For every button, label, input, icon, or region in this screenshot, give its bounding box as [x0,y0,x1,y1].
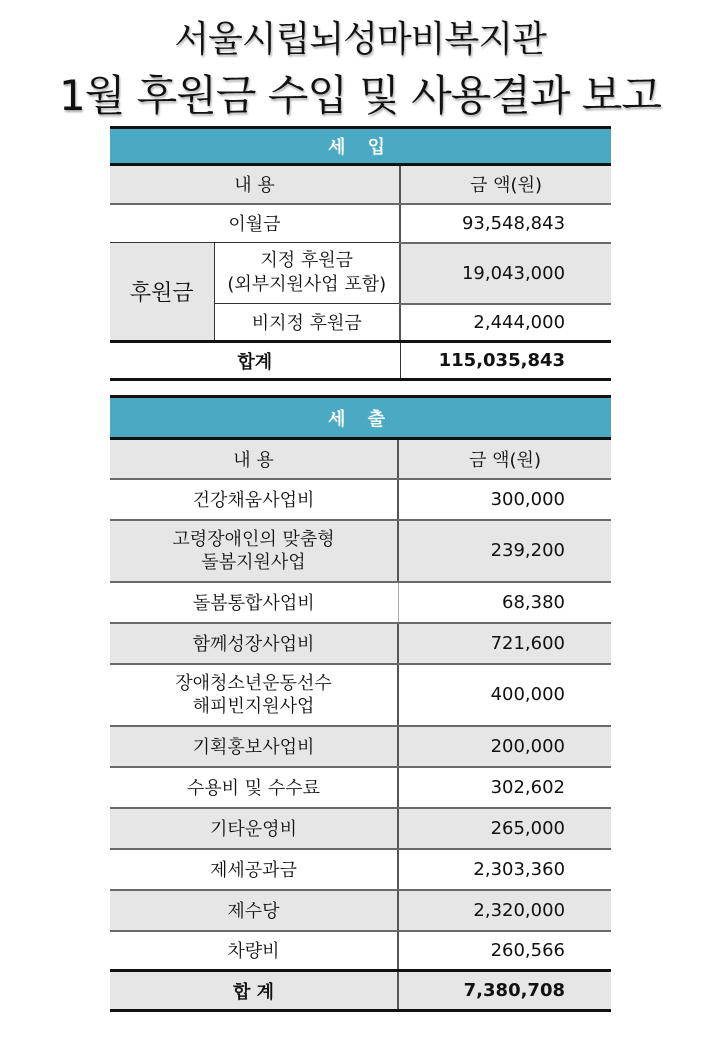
expense-row [110,808,611,849]
income-header-amount: 금 액(원) [400,165,611,204]
expense-amount: 200,000 [398,726,611,767]
expense-section-banner: 세 출 [110,397,611,439]
expense-row [110,726,611,767]
expense-total-amount: 7,380,708 [398,971,611,1011]
expense-label: 제세공과금 [110,849,398,890]
income-section-banner: 세 입 [110,128,611,165]
expense-total-row [110,971,611,1011]
income-total-row [110,342,611,380]
expense-header-amount: 금 액(원) [398,439,611,479]
non-designated-label: 비지정 후원금 [214,304,400,342]
expense-row [110,767,611,808]
expense-total-label: 합 계 [110,971,398,1011]
expense-label: 함께성장사업비 [110,623,398,664]
expense-label: 기타운영비 [110,808,398,849]
expense-label: 장애청소년운동선수 해피빈지원사업 [110,664,398,726]
expense-row [110,582,611,623]
report-title: 1월 후원금 수입 및 사용결과 보고 [59,71,661,120]
designated-label: 지정 후원금 (외부지원사업 포함) [214,243,400,304]
expense-amount: 400,000 [398,664,611,726]
expense-row [110,479,611,520]
expense-row [110,623,611,664]
expense-row [110,664,611,726]
income-table [110,126,611,381]
income-total-amount: 115,035,843 [400,342,611,380]
expense-amount: 239,200 [398,520,611,582]
designated-amount: 19,043,000 [400,243,611,304]
non-designated-amount: 2,444,000 [400,304,611,342]
carryover-amount: 93,548,843 [400,204,611,243]
expense-label: 제수당 [110,890,398,931]
income-row-designated [110,243,611,304]
expense-header-content: 내 용 [110,439,398,479]
expense-amount: 300,000 [398,479,611,520]
expense-amount: 260,566 [398,931,611,971]
carryover-label: 이월금 [110,204,400,243]
expense-label: 수용비 및 수수료 [110,767,398,808]
expense-row [110,931,611,971]
expense-amount: 302,602 [398,767,611,808]
expense-amount: 2,303,360 [398,849,611,890]
expense-label: 기획홍보사업비 [110,726,398,767]
income-row-carryover [110,204,611,243]
expense-label: 건강채움사업비 [110,479,398,520]
donation-group-label: 후원금 [110,243,214,342]
income-header-content: 내 용 [110,165,400,204]
expense-label: 돌봄통합사업비 [110,582,398,623]
income-total-label: 합계 [110,342,400,380]
expense-label: 차량비 [227,941,280,963]
expense-row [110,520,611,582]
expense-label: 고령장애인의 맞춤형 돌봄지원사업 [110,520,398,582]
expense-amount: 68,380 [398,582,611,623]
expense-amount: 265,000 [398,808,611,849]
expense-row [110,890,611,931]
expense-table [110,395,611,1012]
expense-row [110,849,611,890]
organization-title: 서울시립뇌성마비복지관 [174,19,546,60]
expense-amount: 721,600 [398,623,611,664]
expense-amount: 2,320,000 [398,890,611,931]
